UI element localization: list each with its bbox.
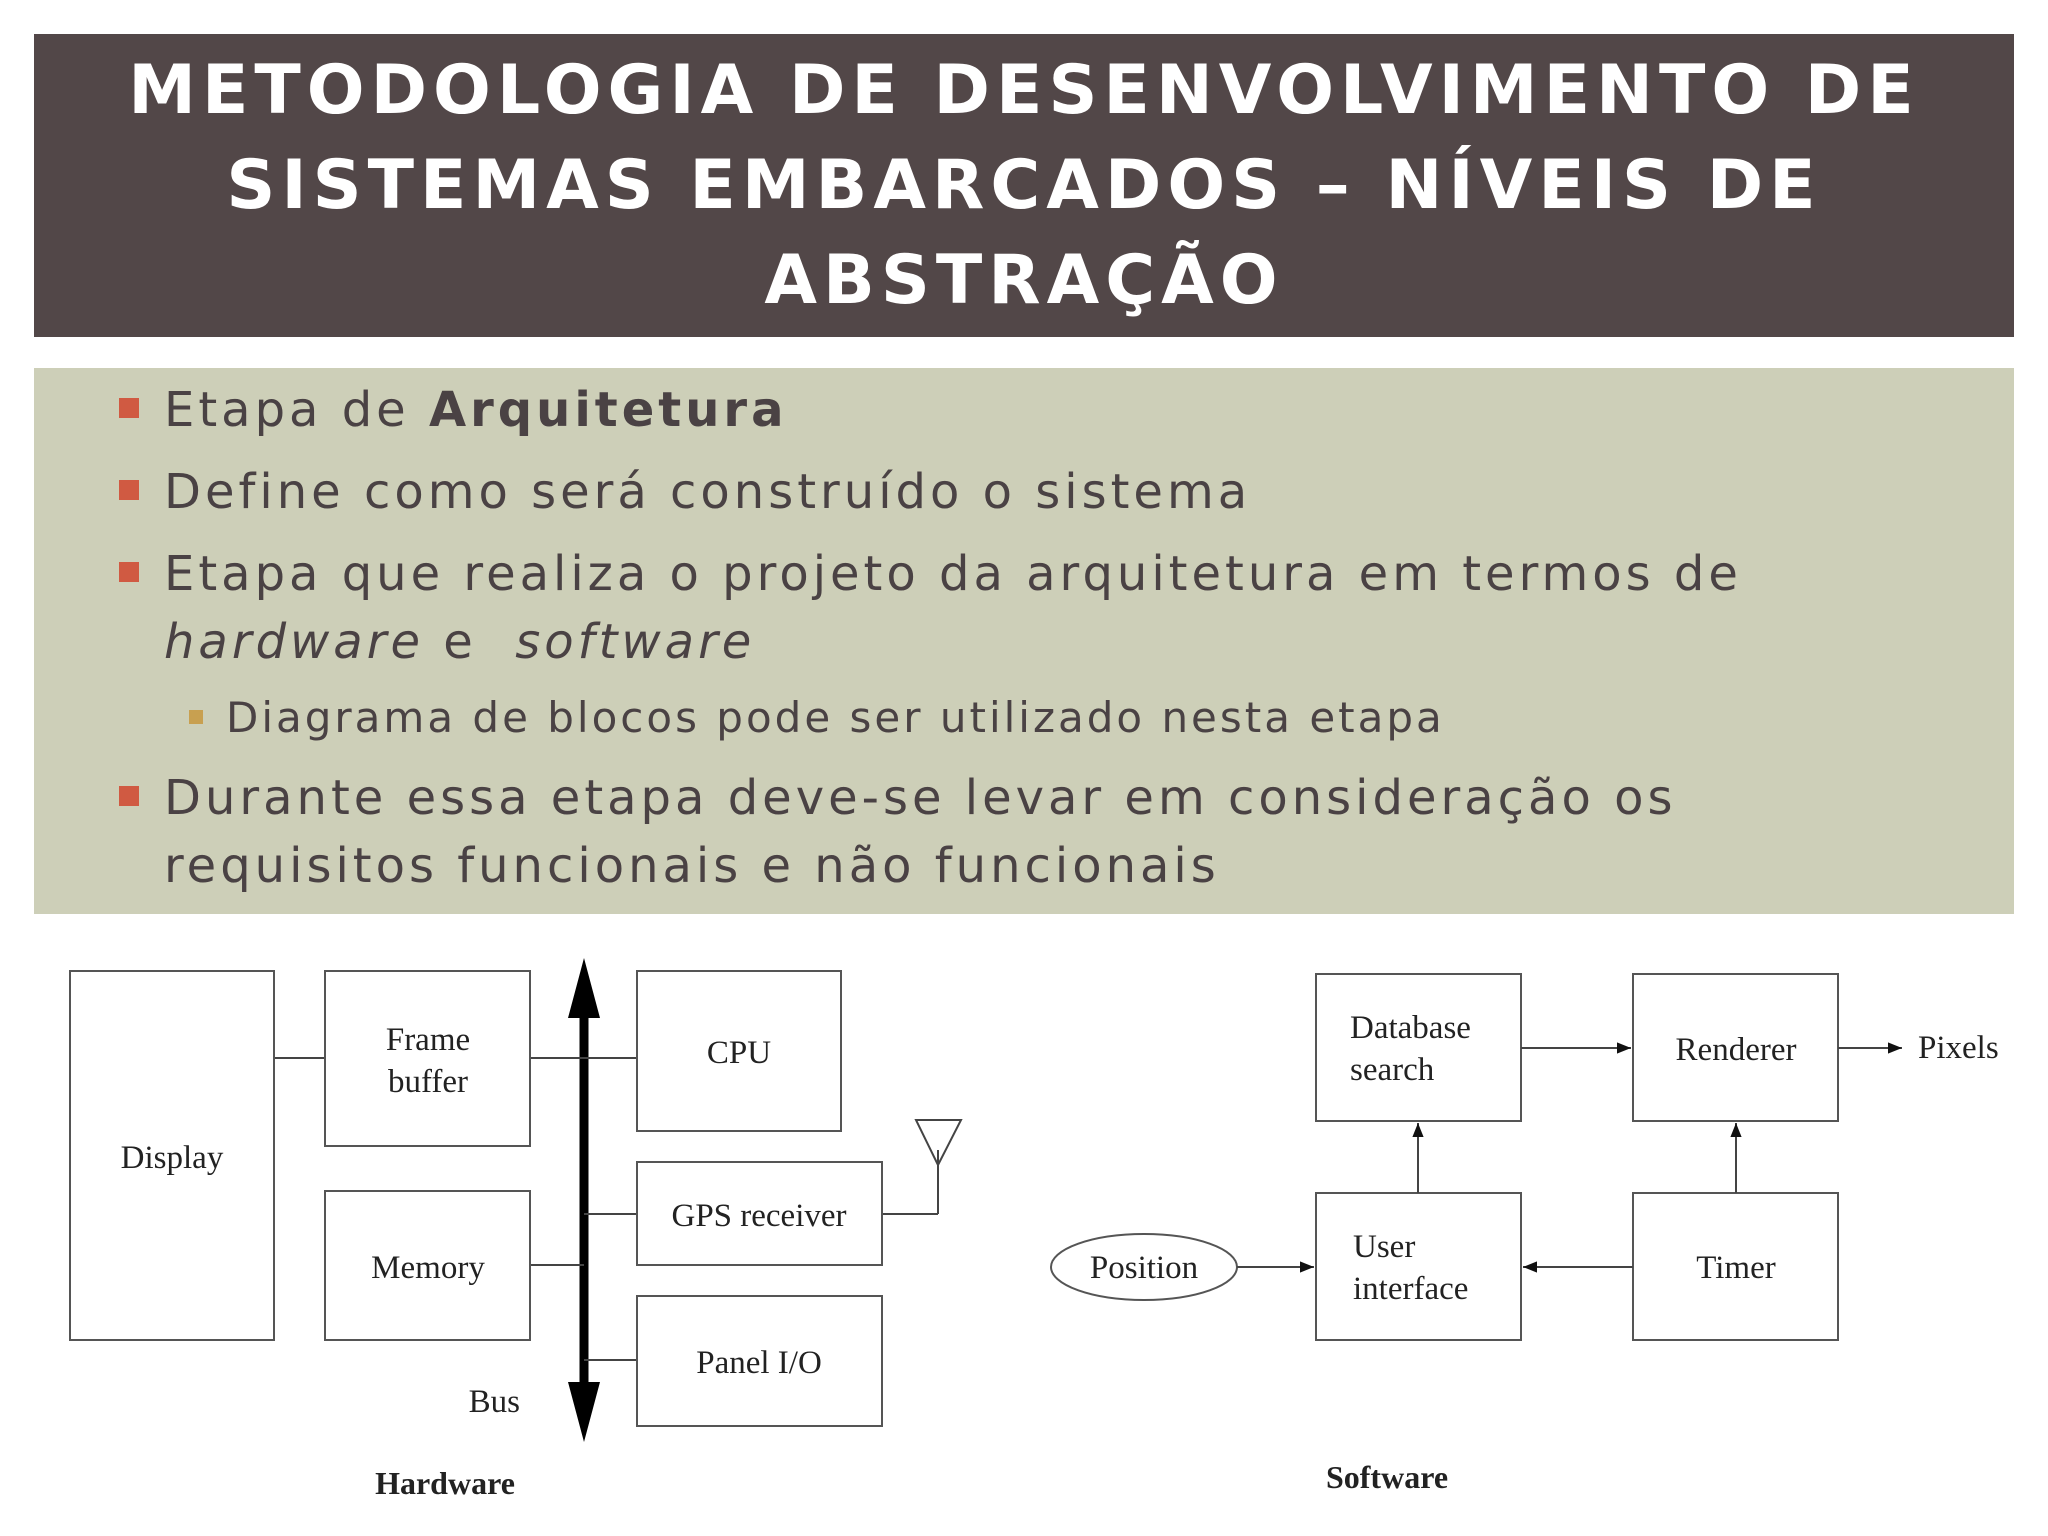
display-label: Display	[120, 1140, 224, 1176]
bullet-requirements-line2: requisitos funcionais e não funcionais	[164, 838, 1220, 894]
bullet-requirements-line1: Durante essa etapa deve-se levar em consideração os	[164, 770, 1677, 826]
renderer-label: Renderer	[1675, 1032, 1797, 1068]
user-interface-block	[1316, 1193, 1521, 1340]
sub-bullet-block-diagram: Diagrama de blocos pode ser utilizado nesta etapa	[226, 693, 1445, 742]
italic-software: software	[515, 614, 756, 670]
frame-buffer-label-2: buffer	[387, 1064, 469, 1100]
bus-label: Bus	[468, 1384, 520, 1420]
user-interface-label-1: User	[1353, 1229, 1416, 1265]
position-label: Position	[1089, 1250, 1199, 1286]
memory-label: Memory	[371, 1250, 485, 1286]
bullet-define: Define como será construído o sistema	[164, 464, 1252, 520]
frame-buffer-block	[325, 971, 530, 1146]
software-caption: Software	[1325, 1459, 1449, 1495]
slide-title: METODOLOGIA DE DESENVOLVIMENTO DE SISTEMAS EMBARCADOS – NÍVEIS DE ABSTRAÇÃO	[128, 51, 1920, 320]
bullet-design-line1: Etapa que realiza o projeto da arquitetura em termos de	[164, 546, 1742, 602]
italic-hardware: hardware	[164, 614, 424, 670]
database-search-label-2: search	[1350, 1052, 1435, 1088]
frame-buffer-label-1: Frame	[385, 1022, 471, 1058]
hardware-diagram	[70, 958, 961, 1501]
bus-arrow-up-icon	[568, 958, 600, 1018]
database-search-label-1: Database	[1350, 1010, 1471, 1046]
timer-label: Timer	[1696, 1250, 1776, 1286]
database-search-block	[1316, 974, 1521, 1121]
bullet-text: e	[423, 614, 516, 670]
user-interface-label-2: interface	[1353, 1271, 1469, 1307]
gps-receiver-label: GPS receiver	[671, 1198, 847, 1234]
software-diagram	[1051, 974, 1999, 1495]
cpu-label: CPU	[706, 1035, 772, 1071]
pixels-label: Pixels	[1918, 1030, 1999, 1066]
hardware-caption: Hardware	[375, 1465, 515, 1501]
bus-arrow-down-icon	[568, 1382, 600, 1442]
bullet-text: Etapa de	[164, 382, 429, 438]
panel-io-label: Panel I/O	[696, 1345, 822, 1381]
bullet-bold-text: Arquitetura	[428, 382, 788, 438]
